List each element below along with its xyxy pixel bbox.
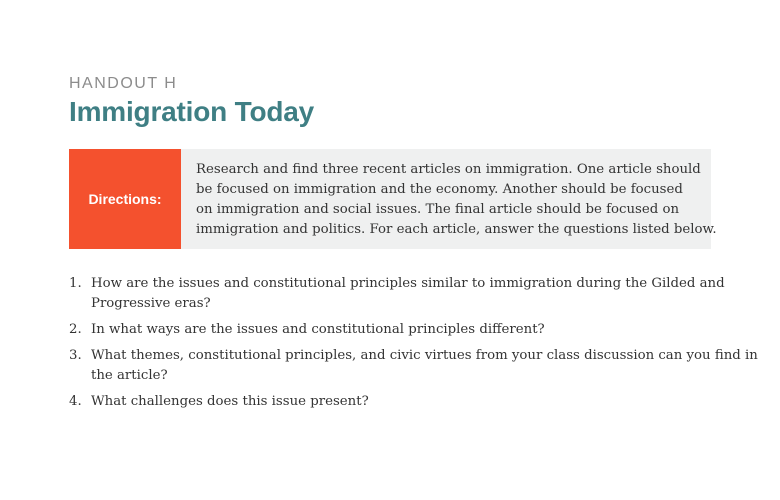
- question-line: Progressive eras?: [91, 296, 211, 311]
- question-line: In what ways are the issues and constitutional principles different?: [91, 322, 545, 337]
- page-title: Immigration Today: [69, 96, 314, 127]
- question-text: [91, 392, 369, 412]
- question-line: What themes, constitutional principles, and civic virtues from your class discussion can you find in: [91, 348, 758, 363]
- question-text: [91, 346, 758, 386]
- question-number: 2.: [69, 322, 82, 337]
- question-item: [69, 320, 719, 340]
- question-number: 4.: [69, 394, 82, 409]
- directions-line: on immigration and social issues. The final article should be focused on: [196, 202, 680, 217]
- handout-label: HANDOUT H: [69, 75, 178, 92]
- directions-line: Research and find three recent articles on immigration. One article should: [196, 162, 701, 177]
- directions-label: Directions:: [69, 149, 181, 249]
- directions-line: be focused on immigration and the economy. Another should be focused: [196, 182, 683, 197]
- question-number: 3.: [69, 348, 82, 363]
- question-line: the article?: [91, 368, 168, 383]
- directions-line: immigration and politics. For each article, answer the questions listed below.: [196, 222, 717, 237]
- question-line: What challenges does this issue present?: [91, 394, 369, 409]
- directions-text: [181, 149, 729, 249]
- question-text: [91, 320, 545, 340]
- directions-box: [69, 149, 717, 249]
- question-item: [69, 346, 758, 386]
- question-list: [69, 274, 758, 418]
- question-line: How are the issues and constitutional principles similar to immigration during the Gilded and: [91, 276, 725, 291]
- question-item: [69, 274, 725, 314]
- question-item: [69, 392, 719, 412]
- question-text: [91, 274, 725, 314]
- question-number: 1.: [69, 276, 82, 291]
